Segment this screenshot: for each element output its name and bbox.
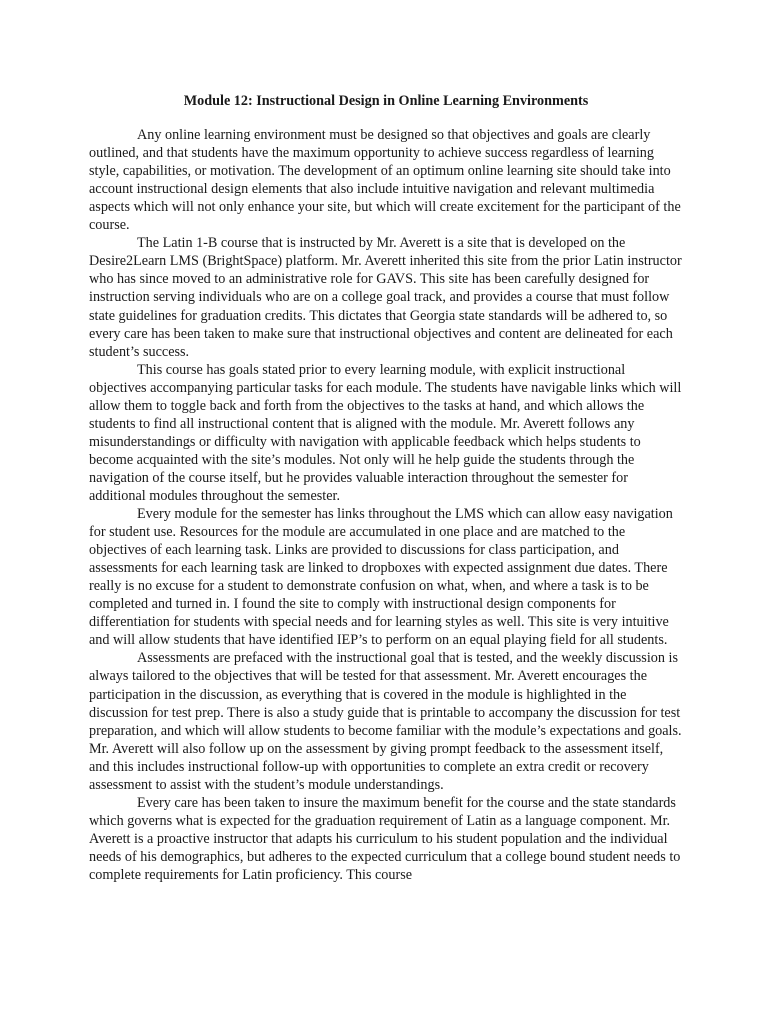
page-title: Module 12: Instructional Design in Online Learning Environments — [183, 93, 589, 109]
paragraph-intro: Any online learning environment must be designed so that objectives and goals are clearly outlined, and that students have the maximum opportunity to achieve success regardless of learning style, capabilities, or motivation. The development of an optimum online learning site should take into account instructional design elements that also include intuitive navigation and relevant multimedia aspects which will not only enhance your site, but which will create excitement for the participant of the course. — [89, 127, 681, 234]
paragraph-assessments: Assessments are prefaced with the instructional goal that is tested, and the weekly discussion is always tailored to the objectives that will be tested for that assessment. Mr. Averett encourages the participation in the discussion, as everything that is covered in the module is highlighted in the discussion for test prep. There is also a study guide that is printable to accompany the discussion for test preparation, and which will allow students to become familiar with the module’s expectations and goals. Mr. Averett will also follow up on the assessment by giving prompt feedback to the assessment itself, and this includes instructional follow-up with opportunities to complete an extra credit or recovery assessment to assist with the student’s module understandings. — [89, 650, 682, 793]
paragraph-module-links: Every module for the semester has links throughout the LMS which can allow easy navigation for student use. Resources for the module are accumulated in one place and are matched to the objectives of each learning task. Links are provided to discussions for class participation, and assessments for each learning task are linked to dropboxes with expected assignment due dates. There really is no excuse for a student to demonstrate confusion on what, when, and where a task is to be completed and turned in. I found the site to comply with instructional design components for differentiation for students with special needs and for learning styles as well. This site is very intuitive and will allow students that have identified IEP’s to perform on an equal playing field for all students. — [89, 506, 673, 649]
paragraph-standards: Every care has been taken to insure the maximum benefit for the course and the state standards which governs what is expected for the graduation requirement of Latin as a language component. Mr. Averett is a proactive instructor that adapts his curriculum to his student population and the individual needs of his demographics, but adheres to the expected curriculum that a college bound student needs to complete requirements for Latin proficiency. This course — [89, 794, 681, 883]
paragraph-latin-course: The Latin 1-B course that is instructed by Mr. Averett is a site that is developed on the Desire2Learn LMS (BrightSpace) platform. Mr. Averett inherited this site from the prior Latin instructor who has since moved to an administrative role for GAVS. This site has been carefully designed for instruction serving individuals who are on a college goal track, and provides a course that must follow state guidelines for graduation credits. This dictates that Georgia state standards will be adhered to, so every care has been taken to make sure that instructional objectives and content are delineated for each student’s success. — [89, 235, 682, 360]
document-body — [89, 92, 683, 884]
paragraph-course-goals: This course has goals stated prior to every learning module, with explicit instructional objectives accompanying particular tasks for each module. The students have navigable links which will allow them to toggle back and forth from the objectives to the tasks at hand, and which allows the students to find all instructional content that is aligned with the module. Mr. Averett follows any misunderstandings or difficulty with navigation with applicable feedback which helps students to become acquainted with the site’s modules. Not only will he help guide the students through the navigation of the course itself, but he provides valuable interaction throughout the semester for additional modules throughout the semester. — [89, 361, 682, 504]
